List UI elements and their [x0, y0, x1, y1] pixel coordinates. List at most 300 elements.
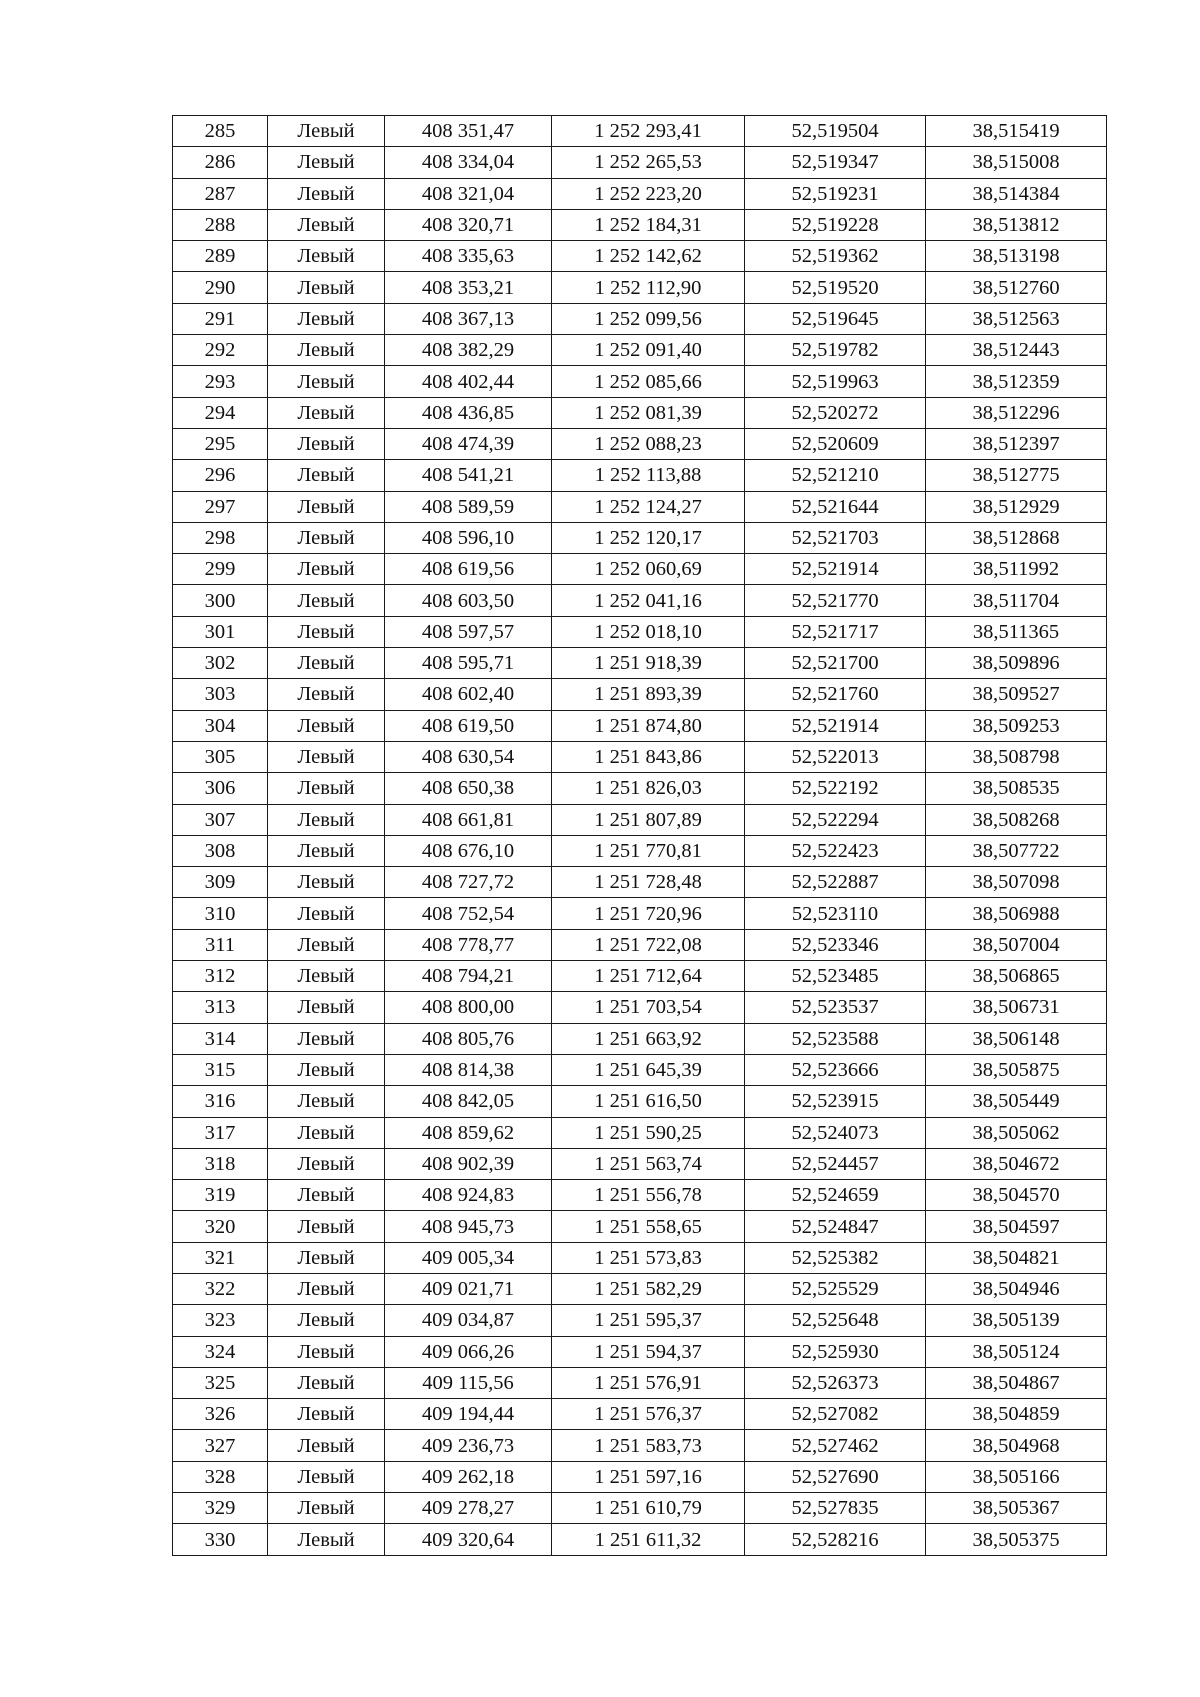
y-coordinate-cell: 1 251 918,39: [552, 648, 745, 679]
table-row: [173, 397, 1107, 428]
side-cell: Левый: [268, 1180, 385, 1211]
x-coordinate-cell: 408 541,21: [385, 460, 552, 491]
x-coordinate-cell: 408 945,73: [385, 1211, 552, 1242]
side-cell: Левый: [268, 1399, 385, 1430]
table-row: [173, 929, 1107, 960]
latitude-cell: 52,521914: [745, 554, 926, 585]
y-coordinate-cell: 1 252 142,62: [552, 241, 745, 272]
table-row: [173, 992, 1107, 1023]
longitude-cell: 38,505375: [926, 1524, 1107, 1555]
table-row: [173, 1305, 1107, 1336]
table-row: [173, 616, 1107, 647]
table-row: [173, 1117, 1107, 1148]
coordinates-table-body: [173, 116, 1107, 1556]
y-coordinate-cell: 1 251 573,83: [552, 1242, 745, 1273]
side-cell: Левый: [268, 366, 385, 397]
latitude-cell: 52,519347: [745, 147, 926, 178]
longitude-cell: 38,506148: [926, 1023, 1107, 1054]
x-coordinate-cell: 408 351,47: [385, 116, 552, 147]
y-coordinate-cell: 1 251 826,03: [552, 773, 745, 804]
point-number-cell: 320: [173, 1211, 268, 1242]
y-coordinate-cell: 1 251 616,50: [552, 1086, 745, 1117]
x-coordinate-cell: 409 320,64: [385, 1524, 552, 1555]
longitude-cell: 38,514384: [926, 178, 1107, 209]
side-cell: Левый: [268, 616, 385, 647]
x-coordinate-cell: 408 924,83: [385, 1180, 552, 1211]
table-row: [173, 1054, 1107, 1085]
table-row: [173, 241, 1107, 272]
table-row: [173, 585, 1107, 616]
y-coordinate-cell: 1 251 770,81: [552, 835, 745, 866]
x-coordinate-cell: 408 619,50: [385, 710, 552, 741]
x-coordinate-cell: 409 034,87: [385, 1305, 552, 1336]
y-coordinate-cell: 1 251 720,96: [552, 898, 745, 929]
x-coordinate-cell: 408 382,29: [385, 335, 552, 366]
point-number-cell: 295: [173, 428, 268, 459]
x-coordinate-cell: 408 603,50: [385, 585, 552, 616]
point-number-cell: 324: [173, 1336, 268, 1367]
longitude-cell: 38,504946: [926, 1273, 1107, 1304]
y-coordinate-cell: 1 252 293,41: [552, 116, 745, 147]
table-row: [173, 804, 1107, 835]
y-coordinate-cell: 1 251 610,79: [552, 1493, 745, 1524]
longitude-cell: 38,504821: [926, 1242, 1107, 1273]
latitude-cell: 52,519645: [745, 303, 926, 334]
side-cell: Левый: [268, 428, 385, 459]
y-coordinate-cell: 1 252 120,17: [552, 522, 745, 553]
longitude-cell: 38,512563: [926, 303, 1107, 334]
table-row: [173, 335, 1107, 366]
y-coordinate-cell: 1 251 874,80: [552, 710, 745, 741]
y-coordinate-cell: 1 251 556,78: [552, 1180, 745, 1211]
table-row: [173, 178, 1107, 209]
y-coordinate-cell: 1 251 583,73: [552, 1430, 745, 1461]
point-number-cell: 323: [173, 1305, 268, 1336]
latitude-cell: 52,521700: [745, 648, 926, 679]
latitude-cell: 52,524659: [745, 1180, 926, 1211]
longitude-cell: 38,504968: [926, 1430, 1107, 1461]
longitude-cell: 38,515008: [926, 147, 1107, 178]
table-row: [173, 1148, 1107, 1179]
y-coordinate-cell: 1 252 081,39: [552, 397, 745, 428]
point-number-cell: 308: [173, 835, 268, 866]
side-cell: Левый: [268, 178, 385, 209]
y-coordinate-cell: 1 252 041,16: [552, 585, 745, 616]
point-number-cell: 319: [173, 1180, 268, 1211]
y-coordinate-cell: 1 251 703,54: [552, 992, 745, 1023]
table-row: [173, 522, 1107, 553]
side-cell: Левый: [268, 585, 385, 616]
latitude-cell: 52,519782: [745, 335, 926, 366]
table-row: [173, 272, 1107, 303]
point-number-cell: 288: [173, 209, 268, 240]
x-coordinate-cell: 408 676,10: [385, 835, 552, 866]
point-number-cell: 313: [173, 992, 268, 1023]
y-coordinate-cell: 1 252 113,88: [552, 460, 745, 491]
point-number-cell: 293: [173, 366, 268, 397]
y-coordinate-cell: 1 251 611,32: [552, 1524, 745, 1555]
x-coordinate-cell: 408 630,54: [385, 741, 552, 772]
x-coordinate-cell: 409 194,44: [385, 1399, 552, 1430]
x-coordinate-cell: 408 727,72: [385, 867, 552, 898]
x-coordinate-cell: 409 262,18: [385, 1461, 552, 1492]
y-coordinate-cell: 1 251 576,37: [552, 1399, 745, 1430]
side-cell: Левый: [268, 961, 385, 992]
longitude-cell: 38,509527: [926, 679, 1107, 710]
point-number-cell: 322: [173, 1273, 268, 1304]
x-coordinate-cell: 408 402,44: [385, 366, 552, 397]
side-cell: Левый: [268, 679, 385, 710]
y-coordinate-cell: 1 251 594,37: [552, 1336, 745, 1367]
longitude-cell: 38,512397: [926, 428, 1107, 459]
table-row: [173, 1461, 1107, 1492]
x-coordinate-cell: 408 902,39: [385, 1148, 552, 1179]
table-row: [173, 491, 1107, 522]
point-number-cell: 297: [173, 491, 268, 522]
longitude-cell: 38,506865: [926, 961, 1107, 992]
side-cell: Левый: [268, 992, 385, 1023]
table-row: [173, 554, 1107, 585]
latitude-cell: 52,523537: [745, 992, 926, 1023]
point-number-cell: 285: [173, 116, 268, 147]
point-number-cell: 299: [173, 554, 268, 585]
longitude-cell: 38,504859: [926, 1399, 1107, 1430]
table-row: [173, 1086, 1107, 1117]
side-cell: Левый: [268, 241, 385, 272]
x-coordinate-cell: 408 334,04: [385, 147, 552, 178]
table-row: [173, 1524, 1107, 1555]
x-coordinate-cell: 408 778,77: [385, 929, 552, 960]
point-number-cell: 325: [173, 1367, 268, 1398]
y-coordinate-cell: 1 251 728,48: [552, 867, 745, 898]
x-coordinate-cell: 408 800,00: [385, 992, 552, 1023]
latitude-cell: 52,520609: [745, 428, 926, 459]
table-row: [173, 961, 1107, 992]
latitude-cell: 52,524847: [745, 1211, 926, 1242]
latitude-cell: 52,523915: [745, 1086, 926, 1117]
side-cell: Левый: [268, 1054, 385, 1085]
point-number-cell: 328: [173, 1461, 268, 1492]
table-row: [173, 1493, 1107, 1524]
table-row: [173, 1430, 1107, 1461]
latitude-cell: 52,527082: [745, 1399, 926, 1430]
x-coordinate-cell: 409 066,26: [385, 1336, 552, 1367]
side-cell: Левый: [268, 929, 385, 960]
longitude-cell: 38,511992: [926, 554, 1107, 585]
y-coordinate-cell: 1 251 590,25: [552, 1117, 745, 1148]
y-coordinate-cell: 1 252 124,27: [552, 491, 745, 522]
table-row: [173, 1023, 1107, 1054]
latitude-cell: 52,519520: [745, 272, 926, 303]
side-cell: Левый: [268, 867, 385, 898]
point-number-cell: 314: [173, 1023, 268, 1054]
y-coordinate-cell: 1 251 558,65: [552, 1211, 745, 1242]
longitude-cell: 38,505875: [926, 1054, 1107, 1085]
x-coordinate-cell: 408 589,59: [385, 491, 552, 522]
longitude-cell: 38,513198: [926, 241, 1107, 272]
point-number-cell: 310: [173, 898, 268, 929]
y-coordinate-cell: 1 251 807,89: [552, 804, 745, 835]
point-number-cell: 301: [173, 616, 268, 647]
longitude-cell: 38,512359: [926, 366, 1107, 397]
y-coordinate-cell: 1 251 663,92: [552, 1023, 745, 1054]
latitude-cell: 52,521914: [745, 710, 926, 741]
x-coordinate-cell: 408 661,81: [385, 804, 552, 835]
longitude-cell: 38,512296: [926, 397, 1107, 428]
side-cell: Левый: [268, 554, 385, 585]
side-cell: Левый: [268, 303, 385, 334]
latitude-cell: 52,523588: [745, 1023, 926, 1054]
point-number-cell: 309: [173, 867, 268, 898]
table-row: [173, 867, 1107, 898]
latitude-cell: 52,522013: [745, 741, 926, 772]
y-coordinate-cell: 1 252 112,90: [552, 272, 745, 303]
latitude-cell: 52,521760: [745, 679, 926, 710]
side-cell: Левый: [268, 741, 385, 772]
latitude-cell: 52,519362: [745, 241, 926, 272]
side-cell: Левый: [268, 491, 385, 522]
x-coordinate-cell: 408 367,13: [385, 303, 552, 334]
side-cell: Левый: [268, 460, 385, 491]
x-coordinate-cell: 408 353,21: [385, 272, 552, 303]
latitude-cell: 52,525529: [745, 1273, 926, 1304]
y-coordinate-cell: 1 252 184,31: [552, 209, 745, 240]
table-row: [173, 710, 1107, 741]
longitude-cell: 38,509253: [926, 710, 1107, 741]
y-coordinate-cell: 1 251 595,37: [552, 1305, 745, 1336]
table-row: [173, 648, 1107, 679]
table-row: [173, 1211, 1107, 1242]
coordinates-table: [172, 115, 1107, 1556]
longitude-cell: 38,505166: [926, 1461, 1107, 1492]
side-cell: Левый: [268, 1367, 385, 1398]
y-coordinate-cell: 1 251 722,08: [552, 929, 745, 960]
side-cell: Левый: [268, 1430, 385, 1461]
x-coordinate-cell: 409 278,27: [385, 1493, 552, 1524]
y-coordinate-cell: 1 252 223,20: [552, 178, 745, 209]
latitude-cell: 52,524073: [745, 1117, 926, 1148]
point-number-cell: 307: [173, 804, 268, 835]
y-coordinate-cell: 1 251 893,39: [552, 679, 745, 710]
table-row: [173, 835, 1107, 866]
point-number-cell: 296: [173, 460, 268, 491]
y-coordinate-cell: 1 251 843,86: [552, 741, 745, 772]
table-row: [173, 460, 1107, 491]
point-number-cell: 292: [173, 335, 268, 366]
table-row: [173, 679, 1107, 710]
point-number-cell: 289: [173, 241, 268, 272]
x-coordinate-cell: 408 650,38: [385, 773, 552, 804]
side-cell: Левый: [268, 1148, 385, 1179]
x-coordinate-cell: 408 859,62: [385, 1117, 552, 1148]
x-coordinate-cell: 408 602,40: [385, 679, 552, 710]
side-cell: Левый: [268, 1117, 385, 1148]
side-cell: Левый: [268, 1023, 385, 1054]
longitude-cell: 38,505449: [926, 1086, 1107, 1117]
latitude-cell: 52,524457: [745, 1148, 926, 1179]
latitude-cell: 52,527462: [745, 1430, 926, 1461]
y-coordinate-cell: 1 251 576,91: [552, 1367, 745, 1398]
latitude-cell: 52,527690: [745, 1461, 926, 1492]
longitude-cell: 38,504570: [926, 1180, 1107, 1211]
latitude-cell: 52,519231: [745, 178, 926, 209]
latitude-cell: 52,525648: [745, 1305, 926, 1336]
point-number-cell: 304: [173, 710, 268, 741]
point-number-cell: 286: [173, 147, 268, 178]
y-coordinate-cell: 1 252 099,56: [552, 303, 745, 334]
latitude-cell: 52,522423: [745, 835, 926, 866]
longitude-cell: 38,513812: [926, 209, 1107, 240]
longitude-cell: 38,505062: [926, 1117, 1107, 1148]
point-number-cell: 315: [173, 1054, 268, 1085]
latitude-cell: 52,527835: [745, 1493, 926, 1524]
x-coordinate-cell: 408 794,21: [385, 961, 552, 992]
longitude-cell: 38,505139: [926, 1305, 1107, 1336]
x-coordinate-cell: 408 752,54: [385, 898, 552, 929]
longitude-cell: 38,507722: [926, 835, 1107, 866]
side-cell: Левый: [268, 209, 385, 240]
table-row: [173, 366, 1107, 397]
x-coordinate-cell: 408 335,63: [385, 241, 552, 272]
x-coordinate-cell: 408 597,57: [385, 616, 552, 647]
longitude-cell: 38,506988: [926, 898, 1107, 929]
y-coordinate-cell: 1 252 018,10: [552, 616, 745, 647]
table-row: [173, 1242, 1107, 1273]
longitude-cell: 38,505367: [926, 1493, 1107, 1524]
side-cell: Левый: [268, 147, 385, 178]
latitude-cell: 52,523110: [745, 898, 926, 929]
longitude-cell: 38,511704: [926, 585, 1107, 616]
side-cell: Левый: [268, 898, 385, 929]
y-coordinate-cell: 1 252 091,40: [552, 335, 745, 366]
longitude-cell: 38,508268: [926, 804, 1107, 835]
side-cell: Левый: [268, 335, 385, 366]
point-number-cell: 300: [173, 585, 268, 616]
latitude-cell: 52,526373: [745, 1367, 926, 1398]
longitude-cell: 38,511365: [926, 616, 1107, 647]
latitude-cell: 52,521644: [745, 491, 926, 522]
y-coordinate-cell: 1 252 060,69: [552, 554, 745, 585]
y-coordinate-cell: 1 251 712,64: [552, 961, 745, 992]
table-row: [173, 147, 1107, 178]
point-number-cell: 327: [173, 1430, 268, 1461]
point-number-cell: 311: [173, 929, 268, 960]
side-cell: Левый: [268, 710, 385, 741]
y-coordinate-cell: 1 251 563,74: [552, 1148, 745, 1179]
point-number-cell: 287: [173, 178, 268, 209]
y-coordinate-cell: 1 252 088,23: [552, 428, 745, 459]
point-number-cell: 330: [173, 1524, 268, 1555]
table-row: [173, 1273, 1107, 1304]
table-row: [173, 898, 1107, 929]
latitude-cell: 52,522294: [745, 804, 926, 835]
longitude-cell: 38,512443: [926, 335, 1107, 366]
x-coordinate-cell: 409 115,56: [385, 1367, 552, 1398]
point-number-cell: 312: [173, 961, 268, 992]
x-coordinate-cell: 408 596,10: [385, 522, 552, 553]
latitude-cell: 52,519228: [745, 209, 926, 240]
point-number-cell: 316: [173, 1086, 268, 1117]
x-coordinate-cell: 408 805,76: [385, 1023, 552, 1054]
y-coordinate-cell: 1 251 645,39: [552, 1054, 745, 1085]
longitude-cell: 38,505124: [926, 1336, 1107, 1367]
side-cell: Левый: [268, 116, 385, 147]
latitude-cell: 52,519504: [745, 116, 926, 147]
point-number-cell: 303: [173, 679, 268, 710]
latitude-cell: 52,520272: [745, 397, 926, 428]
y-coordinate-cell: 1 251 597,16: [552, 1461, 745, 1492]
x-coordinate-cell: 408 619,56: [385, 554, 552, 585]
table-row: [173, 209, 1107, 240]
latitude-cell: 52,521210: [745, 460, 926, 491]
side-cell: Левый: [268, 1211, 385, 1242]
table-row: [173, 1367, 1107, 1398]
side-cell: Левый: [268, 1524, 385, 1555]
longitude-cell: 38,506731: [926, 992, 1107, 1023]
point-number-cell: 305: [173, 741, 268, 772]
latitude-cell: 52,523346: [745, 929, 926, 960]
point-number-cell: 321: [173, 1242, 268, 1273]
table-row: [173, 428, 1107, 459]
point-number-cell: 317: [173, 1117, 268, 1148]
x-coordinate-cell: 408 595,71: [385, 648, 552, 679]
point-number-cell: 326: [173, 1399, 268, 1430]
x-coordinate-cell: 408 814,38: [385, 1054, 552, 1085]
longitude-cell: 38,504867: [926, 1367, 1107, 1398]
x-coordinate-cell: 409 021,71: [385, 1273, 552, 1304]
longitude-cell: 38,504672: [926, 1148, 1107, 1179]
latitude-cell: 52,521770: [745, 585, 926, 616]
y-coordinate-cell: 1 252 265,53: [552, 147, 745, 178]
side-cell: Левый: [268, 522, 385, 553]
x-coordinate-cell: 408 436,85: [385, 397, 552, 428]
longitude-cell: 38,512760: [926, 272, 1107, 303]
side-cell: Левый: [268, 773, 385, 804]
latitude-cell: 52,522887: [745, 867, 926, 898]
longitude-cell: 38,508798: [926, 741, 1107, 772]
table-row: [173, 1336, 1107, 1367]
side-cell: Левый: [268, 804, 385, 835]
table-row: [173, 1180, 1107, 1211]
longitude-cell: 38,512868: [926, 522, 1107, 553]
latitude-cell: 52,523666: [745, 1054, 926, 1085]
table-row: [173, 773, 1107, 804]
side-cell: Левый: [268, 648, 385, 679]
table-row: [173, 1399, 1107, 1430]
point-number-cell: 298: [173, 522, 268, 553]
side-cell: Левый: [268, 1305, 385, 1336]
side-cell: Левый: [268, 1086, 385, 1117]
point-number-cell: 306: [173, 773, 268, 804]
x-coordinate-cell: 409 005,34: [385, 1242, 552, 1273]
x-coordinate-cell: 408 320,71: [385, 209, 552, 240]
x-coordinate-cell: 408 474,39: [385, 428, 552, 459]
y-coordinate-cell: 1 251 582,29: [552, 1273, 745, 1304]
longitude-cell: 38,508535: [926, 773, 1107, 804]
longitude-cell: 38,512929: [926, 491, 1107, 522]
point-number-cell: 302: [173, 648, 268, 679]
point-number-cell: 294: [173, 397, 268, 428]
side-cell: Левый: [268, 397, 385, 428]
longitude-cell: 38,512775: [926, 460, 1107, 491]
latitude-cell: 52,521703: [745, 522, 926, 553]
table-row: [173, 116, 1107, 147]
side-cell: Левый: [268, 1273, 385, 1304]
latitude-cell: 52,525930: [745, 1336, 926, 1367]
latitude-cell: 52,519963: [745, 366, 926, 397]
side-cell: Левый: [268, 272, 385, 303]
latitude-cell: 52,523485: [745, 961, 926, 992]
